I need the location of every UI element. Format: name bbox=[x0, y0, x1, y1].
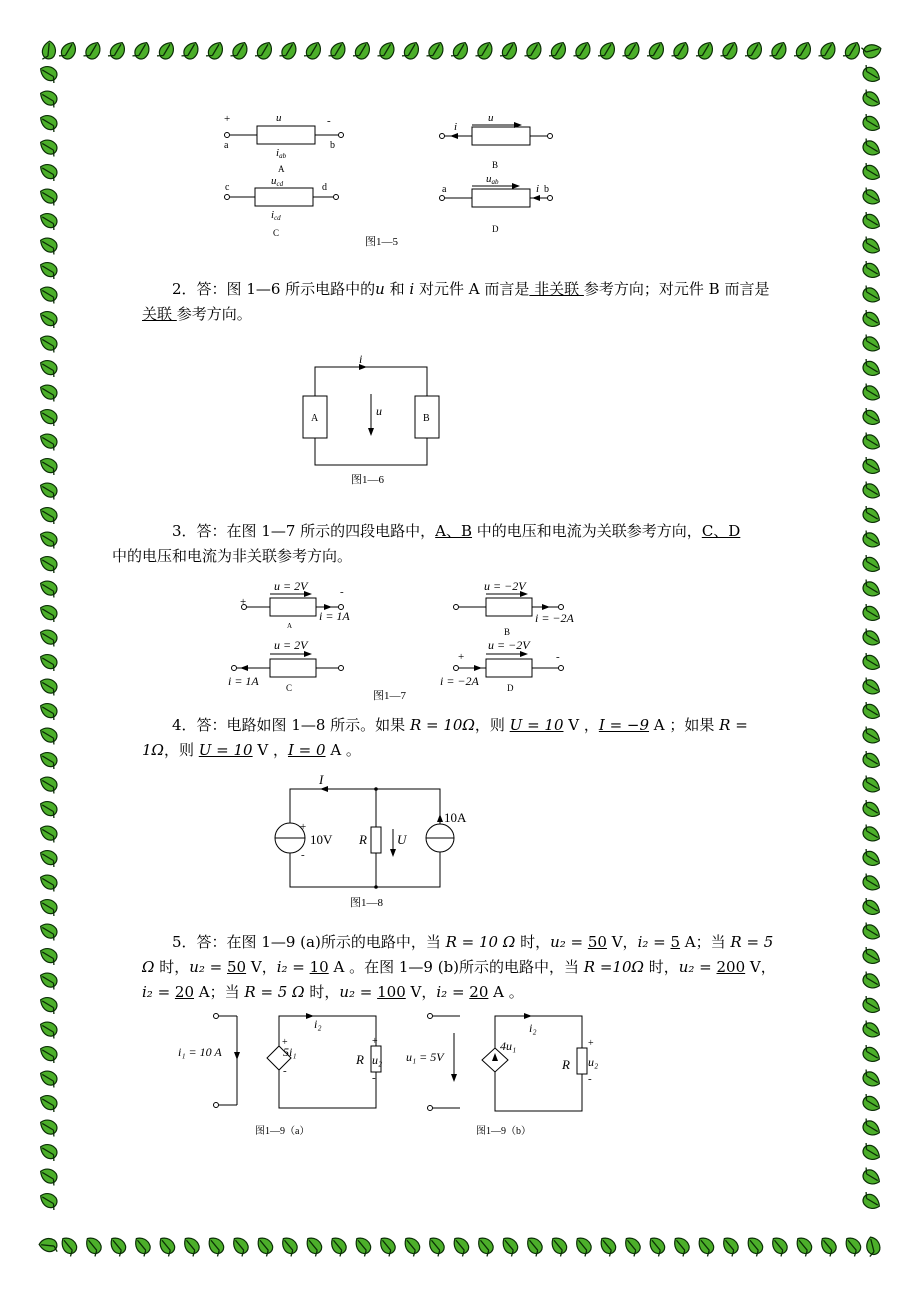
leaf-ornament bbox=[859, 897, 882, 919]
answer-blank: 20 bbox=[174, 983, 195, 1001]
leaf-ornament bbox=[597, 40, 619, 63]
answer-blank: 50 bbox=[227, 958, 247, 976]
leaf-ornament bbox=[859, 554, 882, 576]
answer-blank: 200 bbox=[716, 958, 746, 976]
plus-sign: + bbox=[458, 651, 465, 663]
element-label-D: D bbox=[507, 683, 514, 693]
leaf-ornament bbox=[859, 750, 882, 772]
figure-caption: 图1—6 bbox=[351, 474, 384, 486]
leaf-ornament bbox=[38, 675, 61, 697]
leaf-ornament bbox=[38, 406, 61, 428]
answer-blank: U = 10 bbox=[198, 741, 253, 759]
leaf-ornament bbox=[859, 186, 882, 208]
answer-blank: 20 bbox=[469, 983, 489, 1001]
current-label: i = −2A bbox=[535, 611, 574, 625]
leaf-ornament bbox=[38, 1067, 61, 1089]
voltage-source-value: 10V bbox=[310, 832, 333, 847]
question-number: 4．答： bbox=[172, 716, 227, 734]
leaf-ornament bbox=[278, 40, 300, 63]
leaf-ornament bbox=[38, 945, 61, 967]
leaf-ornament bbox=[597, 1234, 619, 1257]
question-number: 5．答： bbox=[172, 933, 227, 951]
voltage-label: u = 2V bbox=[274, 579, 308, 593]
leaf-ornament bbox=[859, 113, 882, 135]
leaf-ornament bbox=[523, 40, 545, 63]
leaf-ornament bbox=[859, 823, 882, 845]
leaf-ornament bbox=[38, 479, 61, 501]
leaf-ornament bbox=[38, 1141, 61, 1163]
plus-sign: + bbox=[588, 1038, 594, 1049]
leaf-ornament bbox=[621, 40, 643, 63]
answer-blank: I = −9 bbox=[598, 716, 650, 734]
leaf-ornament bbox=[859, 529, 882, 551]
leaf-ornament bbox=[303, 40, 325, 63]
leaf-ornament bbox=[524, 1234, 546, 1257]
leaf-ornament bbox=[859, 431, 882, 453]
leaf-ornament bbox=[817, 40, 839, 63]
minus-sign: - bbox=[340, 586, 344, 598]
leaf-ornament bbox=[859, 1142, 882, 1164]
plus-sign: + bbox=[372, 1036, 378, 1047]
leaf-ornament bbox=[859, 211, 882, 233]
leaf-ornament bbox=[38, 381, 61, 403]
leaf-ornament bbox=[842, 1234, 864, 1257]
leaf-ornament bbox=[670, 40, 692, 63]
leaf-ornament bbox=[279, 1234, 301, 1257]
leaf-ornament bbox=[859, 64, 882, 86]
leaf-ornament bbox=[83, 1234, 105, 1257]
leaf-ornament bbox=[38, 1116, 61, 1138]
leaf-ornament bbox=[450, 1234, 472, 1257]
figure-1-9 bbox=[170, 1008, 620, 1144]
leaf-ornament bbox=[107, 1234, 129, 1257]
element-label-B: B bbox=[423, 413, 430, 424]
minus-sign: - bbox=[588, 1073, 592, 1085]
leaf-ornament bbox=[38, 332, 61, 354]
current-label: icd bbox=[271, 209, 281, 222]
arrow-u bbox=[512, 183, 520, 189]
voltage-label: u₂ bbox=[372, 1053, 383, 1067]
current-label: i₂ bbox=[314, 1017, 322, 1031]
leaf-ornament bbox=[859, 872, 882, 894]
leaf-ornament bbox=[859, 1166, 882, 1188]
leaf-ornament bbox=[859, 260, 882, 282]
leaf-ornament bbox=[38, 283, 61, 305]
answer-blank: C、D bbox=[701, 522, 741, 540]
element-label-B: B bbox=[504, 627, 511, 637]
plus-sign: + bbox=[300, 821, 307, 833]
leaf-ornament bbox=[38, 798, 61, 820]
leaf-ornament bbox=[768, 40, 790, 63]
leaf-ornament bbox=[646, 40, 668, 63]
leaf-ornament bbox=[859, 333, 882, 355]
leaf-ornament bbox=[695, 1234, 717, 1257]
leaf-ornament bbox=[38, 455, 61, 477]
leaf-ornament bbox=[38, 161, 61, 183]
leaf-ornament bbox=[38, 210, 61, 232]
leaf-ornament bbox=[327, 40, 349, 63]
leaf-ornament bbox=[38, 847, 61, 869]
voltage-label: u₂ bbox=[588, 1055, 599, 1069]
leaf-ornament bbox=[859, 1117, 882, 1139]
current-label: i bbox=[359, 352, 363, 366]
leaf-ornament bbox=[38, 1092, 61, 1114]
minus-sign: - bbox=[301, 849, 305, 861]
voltage-label: u bbox=[376, 404, 382, 418]
leaf-ornament bbox=[859, 284, 882, 306]
leaf-ornament bbox=[38, 577, 61, 599]
leaf-ornament bbox=[131, 40, 153, 63]
leaf-ornament bbox=[859, 946, 882, 968]
leaf-ornament bbox=[744, 40, 766, 63]
leaf-ornament bbox=[38, 1190, 61, 1212]
answer-2: 2．答：图 1—6 所示电路中的u 和 i 对元件 A 而言是 非关联 参考方向；对元件 B 而言是 关联 参考方向。 bbox=[142, 280, 770, 323]
leaf-ornament bbox=[450, 40, 472, 63]
voltage-label: u₁ = 5V bbox=[406, 1050, 444, 1064]
leaf-ornament bbox=[859, 774, 882, 796]
leaf-ornament bbox=[41, 40, 57, 61]
leaf-ornament bbox=[793, 1234, 815, 1257]
leaf-ornament bbox=[38, 259, 61, 281]
minus-sign: - bbox=[283, 1065, 287, 1077]
leaf-ornament bbox=[859, 1044, 882, 1066]
current-label: i₁ = 10 A bbox=[178, 1045, 222, 1059]
leaf-ornament bbox=[38, 896, 61, 918]
leaf-ornament bbox=[646, 1234, 668, 1257]
voltage-label: u = −2V bbox=[488, 638, 530, 652]
voltage-label: u = −2V bbox=[484, 579, 526, 593]
node-d: d bbox=[322, 182, 327, 193]
arrow-i bbox=[532, 195, 540, 201]
leaf-ornament bbox=[859, 921, 882, 943]
current-label: i = −2A bbox=[440, 674, 479, 688]
answer-5: 5．答：在图 1—9 (a)所示的电路中，当 R = 10 Ω 时，u₂ = 50 V，i₂ = 5 A；当 R = 5 Ω 时，u₂ = 50 V，i₂ = 10 A 。在图 1—9 (b)所示的电路中，当 R =10Ω 时，u₂ = 200 V，i₂ = 20 A；当 R = 5 Ω 时，u₂ = 100 V，i₂ = 20 A 。 bbox=[142, 933, 776, 1001]
leaf-ornament bbox=[499, 1234, 521, 1257]
leaf-ornament bbox=[572, 40, 594, 63]
figure-caption-a: 图1—9（a） bbox=[255, 1126, 310, 1137]
leaf-ornament bbox=[859, 652, 882, 674]
leaf-ornament bbox=[865, 1236, 881, 1257]
dependent-source-label: 4u₁ bbox=[500, 1039, 517, 1053]
leaf-ornament bbox=[376, 40, 398, 63]
answer-blank: A、B bbox=[435, 522, 473, 540]
figure-1-5 bbox=[210, 108, 570, 253]
leaf-ornament bbox=[38, 994, 61, 1016]
element-label-C: C bbox=[286, 683, 293, 693]
leaf-ornament bbox=[859, 848, 882, 870]
leaf-ornament bbox=[720, 1234, 742, 1257]
leaf-ornament bbox=[38, 724, 61, 746]
leaf-ornament bbox=[38, 651, 61, 673]
leaf-ornament bbox=[475, 1234, 497, 1257]
question-number: 2．答： bbox=[172, 280, 227, 298]
answer-blank: U = 10 bbox=[509, 716, 564, 734]
leaf-ornament bbox=[181, 1234, 203, 1257]
leaf-ornament bbox=[401, 40, 423, 63]
leaf-ornament bbox=[38, 626, 61, 648]
leaf-ornament bbox=[859, 358, 882, 380]
leaf-ornament bbox=[38, 1237, 59, 1253]
figure-caption: 图1—8 bbox=[350, 897, 383, 909]
figure-caption: 图1—5 bbox=[365, 236, 398, 248]
leaf-ornament bbox=[38, 504, 61, 526]
leaf-ornament bbox=[401, 1234, 423, 1257]
leaf-ornament bbox=[107, 40, 129, 63]
node-b: b bbox=[544, 184, 549, 195]
answer-blank: 10 bbox=[309, 958, 329, 976]
leaf-ornament bbox=[695, 40, 717, 63]
leaf-ornament bbox=[38, 308, 61, 330]
leaf-ornament bbox=[719, 40, 741, 63]
plus-sign: + bbox=[224, 113, 231, 125]
leaf-ornament bbox=[132, 1234, 154, 1257]
question-number: 3．答： bbox=[172, 522, 227, 540]
leaf-ornament bbox=[573, 1234, 595, 1257]
leaf-ornament bbox=[425, 40, 447, 63]
voltage-arrow bbox=[368, 428, 374, 436]
leaf-ornament bbox=[859, 407, 882, 429]
leaf-ornament bbox=[859, 480, 882, 502]
current-label: I bbox=[319, 772, 324, 787]
leaf-ornament bbox=[38, 136, 61, 158]
minus-sign: - bbox=[327, 115, 331, 127]
leaf-ornament bbox=[377, 1234, 399, 1257]
leaf-ornament bbox=[38, 1165, 61, 1187]
node-c: c bbox=[225, 182, 230, 193]
leaf-ornament bbox=[38, 920, 61, 942]
leaf-ornament bbox=[156, 1234, 178, 1257]
leaf-ornament bbox=[38, 1018, 61, 1040]
element-label-A: A bbox=[311, 413, 319, 424]
leaf-ornament bbox=[38, 528, 61, 550]
voltage-label: uab bbox=[486, 173, 499, 186]
element-label-C: C bbox=[273, 228, 280, 238]
leaf-ornament bbox=[859, 627, 882, 649]
leaf-ornament bbox=[38, 553, 61, 575]
leaf-ornament bbox=[205, 40, 227, 63]
resistor-label: R bbox=[356, 1052, 364, 1067]
answer-blank: 关联 bbox=[142, 305, 177, 323]
leaf-ornament bbox=[38, 63, 61, 85]
leaf-ornament bbox=[156, 40, 178, 63]
dependent-source-label: 5i₁ bbox=[283, 1045, 297, 1059]
leaf-ornament bbox=[352, 1234, 374, 1257]
leaf-ornament bbox=[859, 1019, 882, 1041]
leaf-ornament bbox=[38, 87, 61, 109]
leaf-ornament bbox=[328, 1234, 350, 1257]
voltage-label: u bbox=[488, 112, 494, 124]
leaf-ornament bbox=[38, 822, 61, 844]
leaf-ornament bbox=[38, 112, 61, 134]
leaf-ornament bbox=[38, 700, 61, 722]
leaf-ornament bbox=[303, 1234, 325, 1257]
leaf-ornament bbox=[859, 505, 882, 527]
leaf-ornament bbox=[38, 969, 61, 991]
leaf-ornament bbox=[859, 1191, 882, 1213]
leaf-ornament bbox=[859, 725, 882, 747]
leaf-ornament bbox=[499, 40, 521, 63]
current-label: i bbox=[536, 183, 540, 195]
figure-1-7 bbox=[220, 576, 590, 704]
element-label-A: A bbox=[287, 622, 293, 630]
leaf-ornament bbox=[38, 871, 61, 893]
leaf-ornament bbox=[859, 235, 882, 257]
leaf-ornament bbox=[859, 578, 882, 600]
leaf-ornament bbox=[842, 40, 864, 63]
leaf-ornament bbox=[859, 676, 882, 698]
leaf-ornament bbox=[859, 88, 882, 110]
leaf-ornament bbox=[859, 1093, 882, 1115]
leaf-ornament bbox=[859, 309, 882, 331]
leaf-ornament bbox=[352, 40, 374, 63]
element-A bbox=[225, 126, 344, 144]
leaf-ornament bbox=[38, 185, 61, 207]
leaf-ornament bbox=[38, 602, 61, 624]
leaf-ornament bbox=[254, 1234, 276, 1257]
node-a: a bbox=[442, 184, 447, 195]
leaf-ornament bbox=[58, 40, 80, 63]
answer-blank: 50 bbox=[587, 933, 607, 951]
current-label: i₂ bbox=[529, 1021, 537, 1035]
leaf-ornament bbox=[38, 1043, 61, 1065]
leaf-ornament bbox=[548, 40, 570, 63]
figure-caption: 图1—7 bbox=[373, 690, 406, 702]
leaf-ornament bbox=[38, 357, 61, 379]
current-label: i = 1A bbox=[228, 674, 259, 688]
node-a: a bbox=[224, 140, 229, 151]
plus-sign: + bbox=[240, 596, 247, 608]
leaf-ornament bbox=[859, 162, 882, 184]
current-label: iab bbox=[276, 147, 287, 160]
leaf-ornament bbox=[861, 43, 882, 59]
leaf-ornament bbox=[38, 773, 61, 795]
figure-1-8 bbox=[270, 772, 480, 912]
resistor-label: R bbox=[359, 832, 367, 847]
leaf-ornament bbox=[859, 603, 882, 625]
plus-sign: + bbox=[282, 1037, 288, 1048]
figure-caption-b: 图1—9（b） bbox=[476, 1126, 531, 1137]
leaf-ornament bbox=[38, 430, 61, 452]
current-label: i = 1A bbox=[319, 609, 350, 623]
leaf-ornament bbox=[229, 40, 251, 63]
element-label-D: D bbox=[492, 224, 499, 234]
current-label: i bbox=[454, 121, 458, 133]
leaf-ornament bbox=[818, 1234, 840, 1257]
answer-blank: 非关联 bbox=[529, 280, 584, 298]
minus-sign: - bbox=[556, 651, 560, 663]
element-label-B: B bbox=[492, 160, 499, 170]
voltage-label: ucd bbox=[271, 175, 284, 188]
answer-4: 4．答：电路如图 1—8 所示。如果 R = 10Ω，则 U = 10 V ，I = −9 A ；如果 R = 1Ω，则 U = 10 V ，I = 0 A 。 bbox=[142, 716, 748, 759]
node-b: b bbox=[330, 140, 335, 151]
figure-1-6 bbox=[295, 352, 445, 490]
answer-blank: 100 bbox=[377, 983, 406, 1001]
arrow-i bbox=[450, 133, 458, 139]
leaf-ornament bbox=[82, 40, 104, 63]
current-source-value: 10A bbox=[444, 810, 467, 825]
leaf-ornament bbox=[859, 995, 882, 1017]
leaf-ornament bbox=[180, 40, 202, 63]
leaf-ornament bbox=[769, 1234, 791, 1257]
leaf-ornament bbox=[744, 1234, 766, 1257]
leaf-ornament bbox=[859, 382, 882, 404]
leaf-ornament bbox=[426, 1234, 448, 1257]
answer-blank: 5 bbox=[670, 933, 681, 951]
leaf-ornament bbox=[859, 456, 882, 478]
leaf-ornament bbox=[205, 1234, 227, 1257]
answer-blank: I = 0 bbox=[287, 741, 326, 759]
leaf-ornament bbox=[38, 234, 61, 256]
leaf-ornament bbox=[474, 40, 496, 63]
leaf-ornament bbox=[793, 40, 815, 63]
minus-sign: - bbox=[372, 1072, 376, 1084]
voltage-label: U bbox=[397, 832, 407, 847]
resistor-label: R bbox=[562, 1057, 570, 1072]
leaf-ornament bbox=[38, 749, 61, 771]
leaf-ornament bbox=[548, 1234, 570, 1257]
leaf-ornament bbox=[622, 1234, 644, 1257]
leaf-ornament bbox=[254, 40, 276, 63]
leaf-ornament bbox=[859, 1068, 882, 1090]
element-label-A: A bbox=[278, 164, 285, 174]
voltage-label: u = 2V bbox=[274, 638, 308, 652]
leaf-ornament bbox=[58, 1234, 80, 1257]
leaf-ornament bbox=[230, 1234, 252, 1257]
voltage-label: u bbox=[276, 112, 282, 124]
leaf-ornament bbox=[859, 799, 882, 821]
answer-3: 3．答：在图 1—7 所示的四段电路中，A、B 中的电压和电流为关联参考方向，C、D 中的电压和电流为非关联参考方向。 bbox=[112, 522, 741, 565]
leaf-ornament bbox=[859, 137, 882, 159]
leaf-ornament bbox=[859, 701, 882, 723]
leaf-ornament bbox=[671, 1234, 693, 1257]
leaf-ornament bbox=[859, 970, 882, 992]
